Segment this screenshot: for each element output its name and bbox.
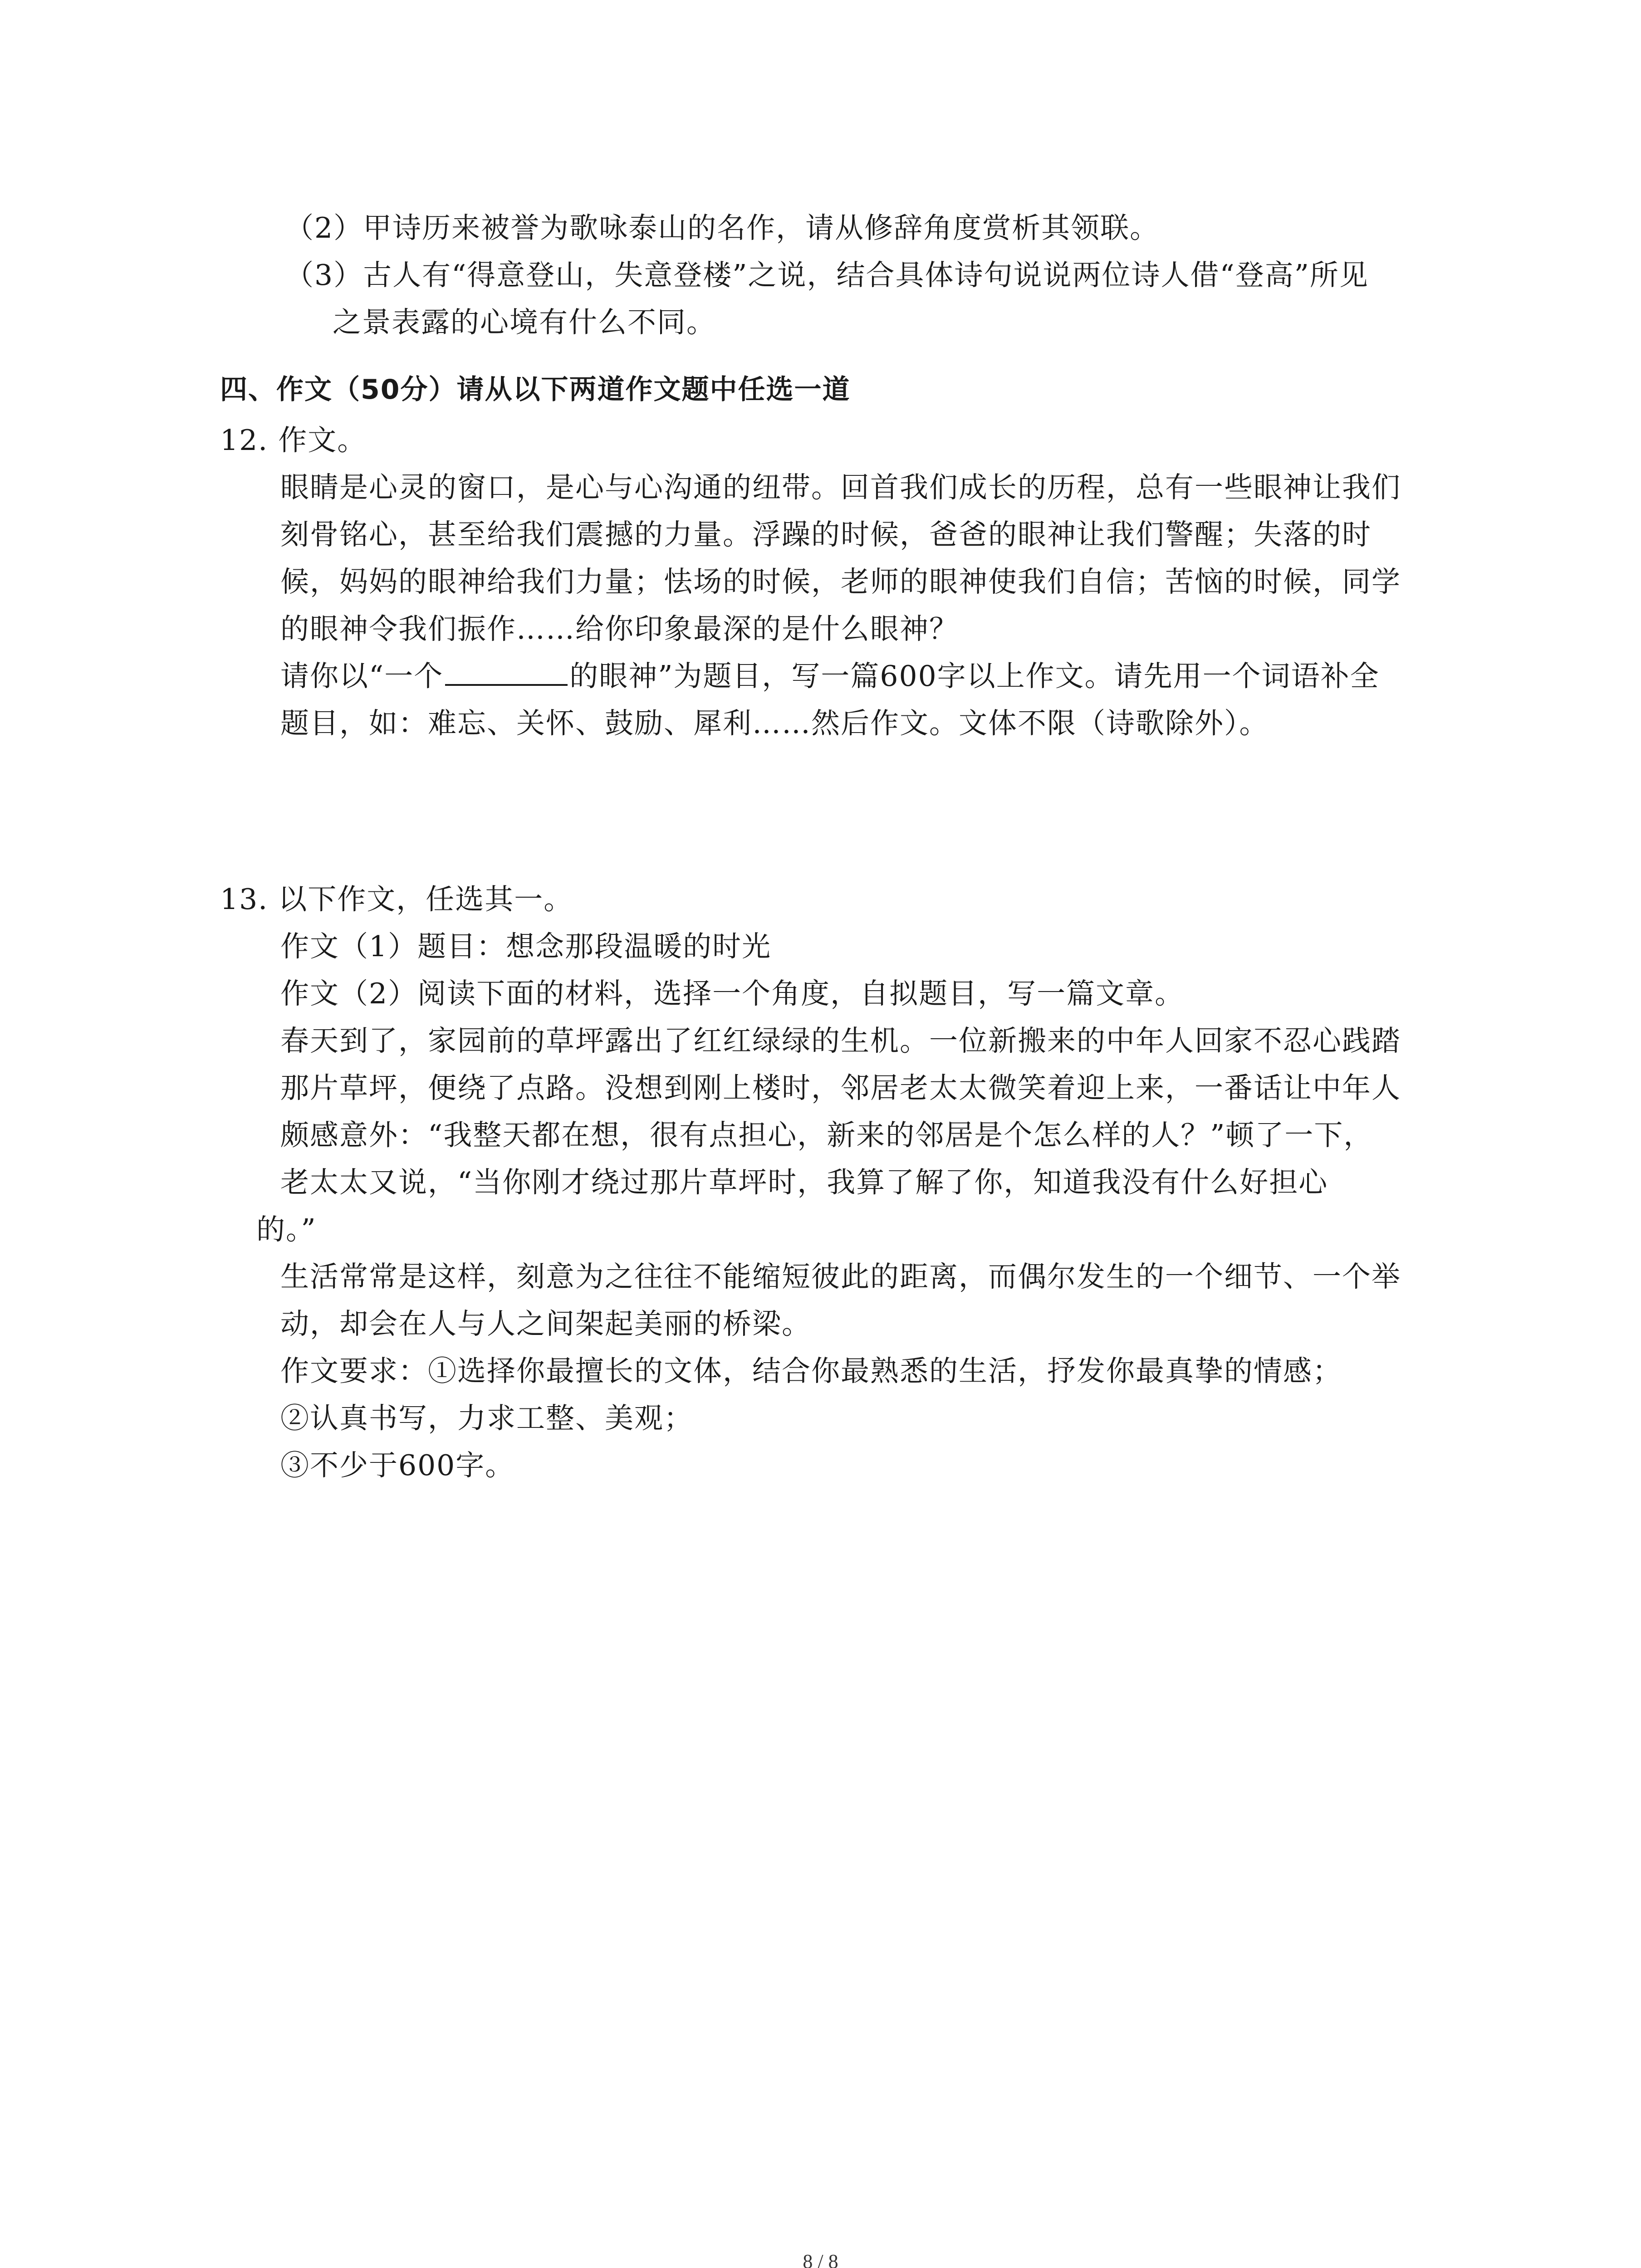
q13-requirement-3: ③不少于600字。 bbox=[280, 1449, 515, 1482]
q12-paragraph-line2: 刻骨铭心，甚至给我们震撼的力量。浮躁的时候，爸爸的眼神让我们警醒；失落的时 bbox=[280, 518, 1372, 551]
q13-material-line3: 颇感意外：“我整天都在想，很有点担心，新来的邻居是个怎么样的人？”顿了一下， bbox=[280, 1119, 1373, 1152]
q12-paragraph-line4: 的眼神令我们振作……给你印象最深的是什么眼神？ bbox=[280, 612, 959, 645]
q12-prompt-before-blank: 请你以“一个 bbox=[280, 660, 444, 693]
q13-option1: 作文（1）题目：想念那段温暖的时光 bbox=[280, 930, 772, 963]
q13-requirement-2: ②认真书写，力求工整、美观； bbox=[280, 1402, 693, 1435]
q12-prompt-line1 bbox=[280, 658, 1380, 694]
q13-material-line2: 那片草坪，便绕了点路。没想到刚上楼时，邻居老太太微笑着迎上来，一番话让中年人 bbox=[280, 1071, 1401, 1105]
q12-prompt-line2: 题目，如：难忘、关怀、鼓励、犀利……然后作文。文体不限（诗歌除外）。 bbox=[280, 707, 1269, 740]
title-blank bbox=[445, 659, 568, 686]
section-heading: 四、作文（50分）请从以下两道作文题中任选一道 bbox=[220, 374, 851, 406]
q12-prompt-after-blank: 的眼神”为题目，写一篇600字以上作文。请先用一个词语补全 bbox=[569, 660, 1380, 693]
q13-option2: 作文（2）阅读下面的材料，选择一个角度，自拟题目，写一篇文章。 bbox=[280, 977, 1185, 1010]
q12-title: 12. 作文。 bbox=[220, 424, 367, 457]
q11-sub3: （3）古人有“得意登山，失意登楼”之说，结合具体诗句说说两位诗人借“登高”所见 bbox=[285, 259, 1369, 292]
q13-material-line5: 的。” bbox=[256, 1213, 317, 1246]
q12-paragraph-line3: 候，妈妈的眼神给我们力量；怯场的时候，老师的眼神使我们自信；苦恼的时候，同学 bbox=[280, 565, 1401, 598]
q13-material-line7: 动，却会在人与人之间架起美丽的桥梁。 bbox=[280, 1307, 811, 1340]
q12-paragraph-line1: 眼睛是心灵的窗口，是心与心沟通的纽带。回首我们成长的历程，总有一些眼神让我们 bbox=[280, 471, 1401, 504]
q13-material-line6: 生活常常是这样，刻意为之往往不能缩短彼此的距离，而偶尔发生的一个细节、一个举 bbox=[280, 1260, 1401, 1293]
q11-sub3-continued: 之景表露的心境有什么不同。 bbox=[333, 306, 716, 339]
q11-sub2: （2）甲诗历来被誉为歌咏泰山的名作，请从修辞角度赏析其领联。 bbox=[285, 211, 1160, 244]
q13-requirement-1: 作文要求：①选择你最擅长的文体，结合你最熟悉的生活，抒发你最真挚的情感； bbox=[280, 1354, 1342, 1388]
page-number: 8 / 8 bbox=[803, 2250, 838, 2268]
q13-title: 13. 以下作文，任选其一。 bbox=[220, 883, 573, 916]
q13-material-line4: 老太太又说，“当你刚才绕过那片草坪时，我算了解了你，知道我没有什么好担心 bbox=[280, 1166, 1328, 1199]
q13-material-line1: 春天到了，家园前的草坪露出了红红绿绿的生机。一位新搬来的中年人回家不忍心践踏 bbox=[280, 1024, 1401, 1057]
